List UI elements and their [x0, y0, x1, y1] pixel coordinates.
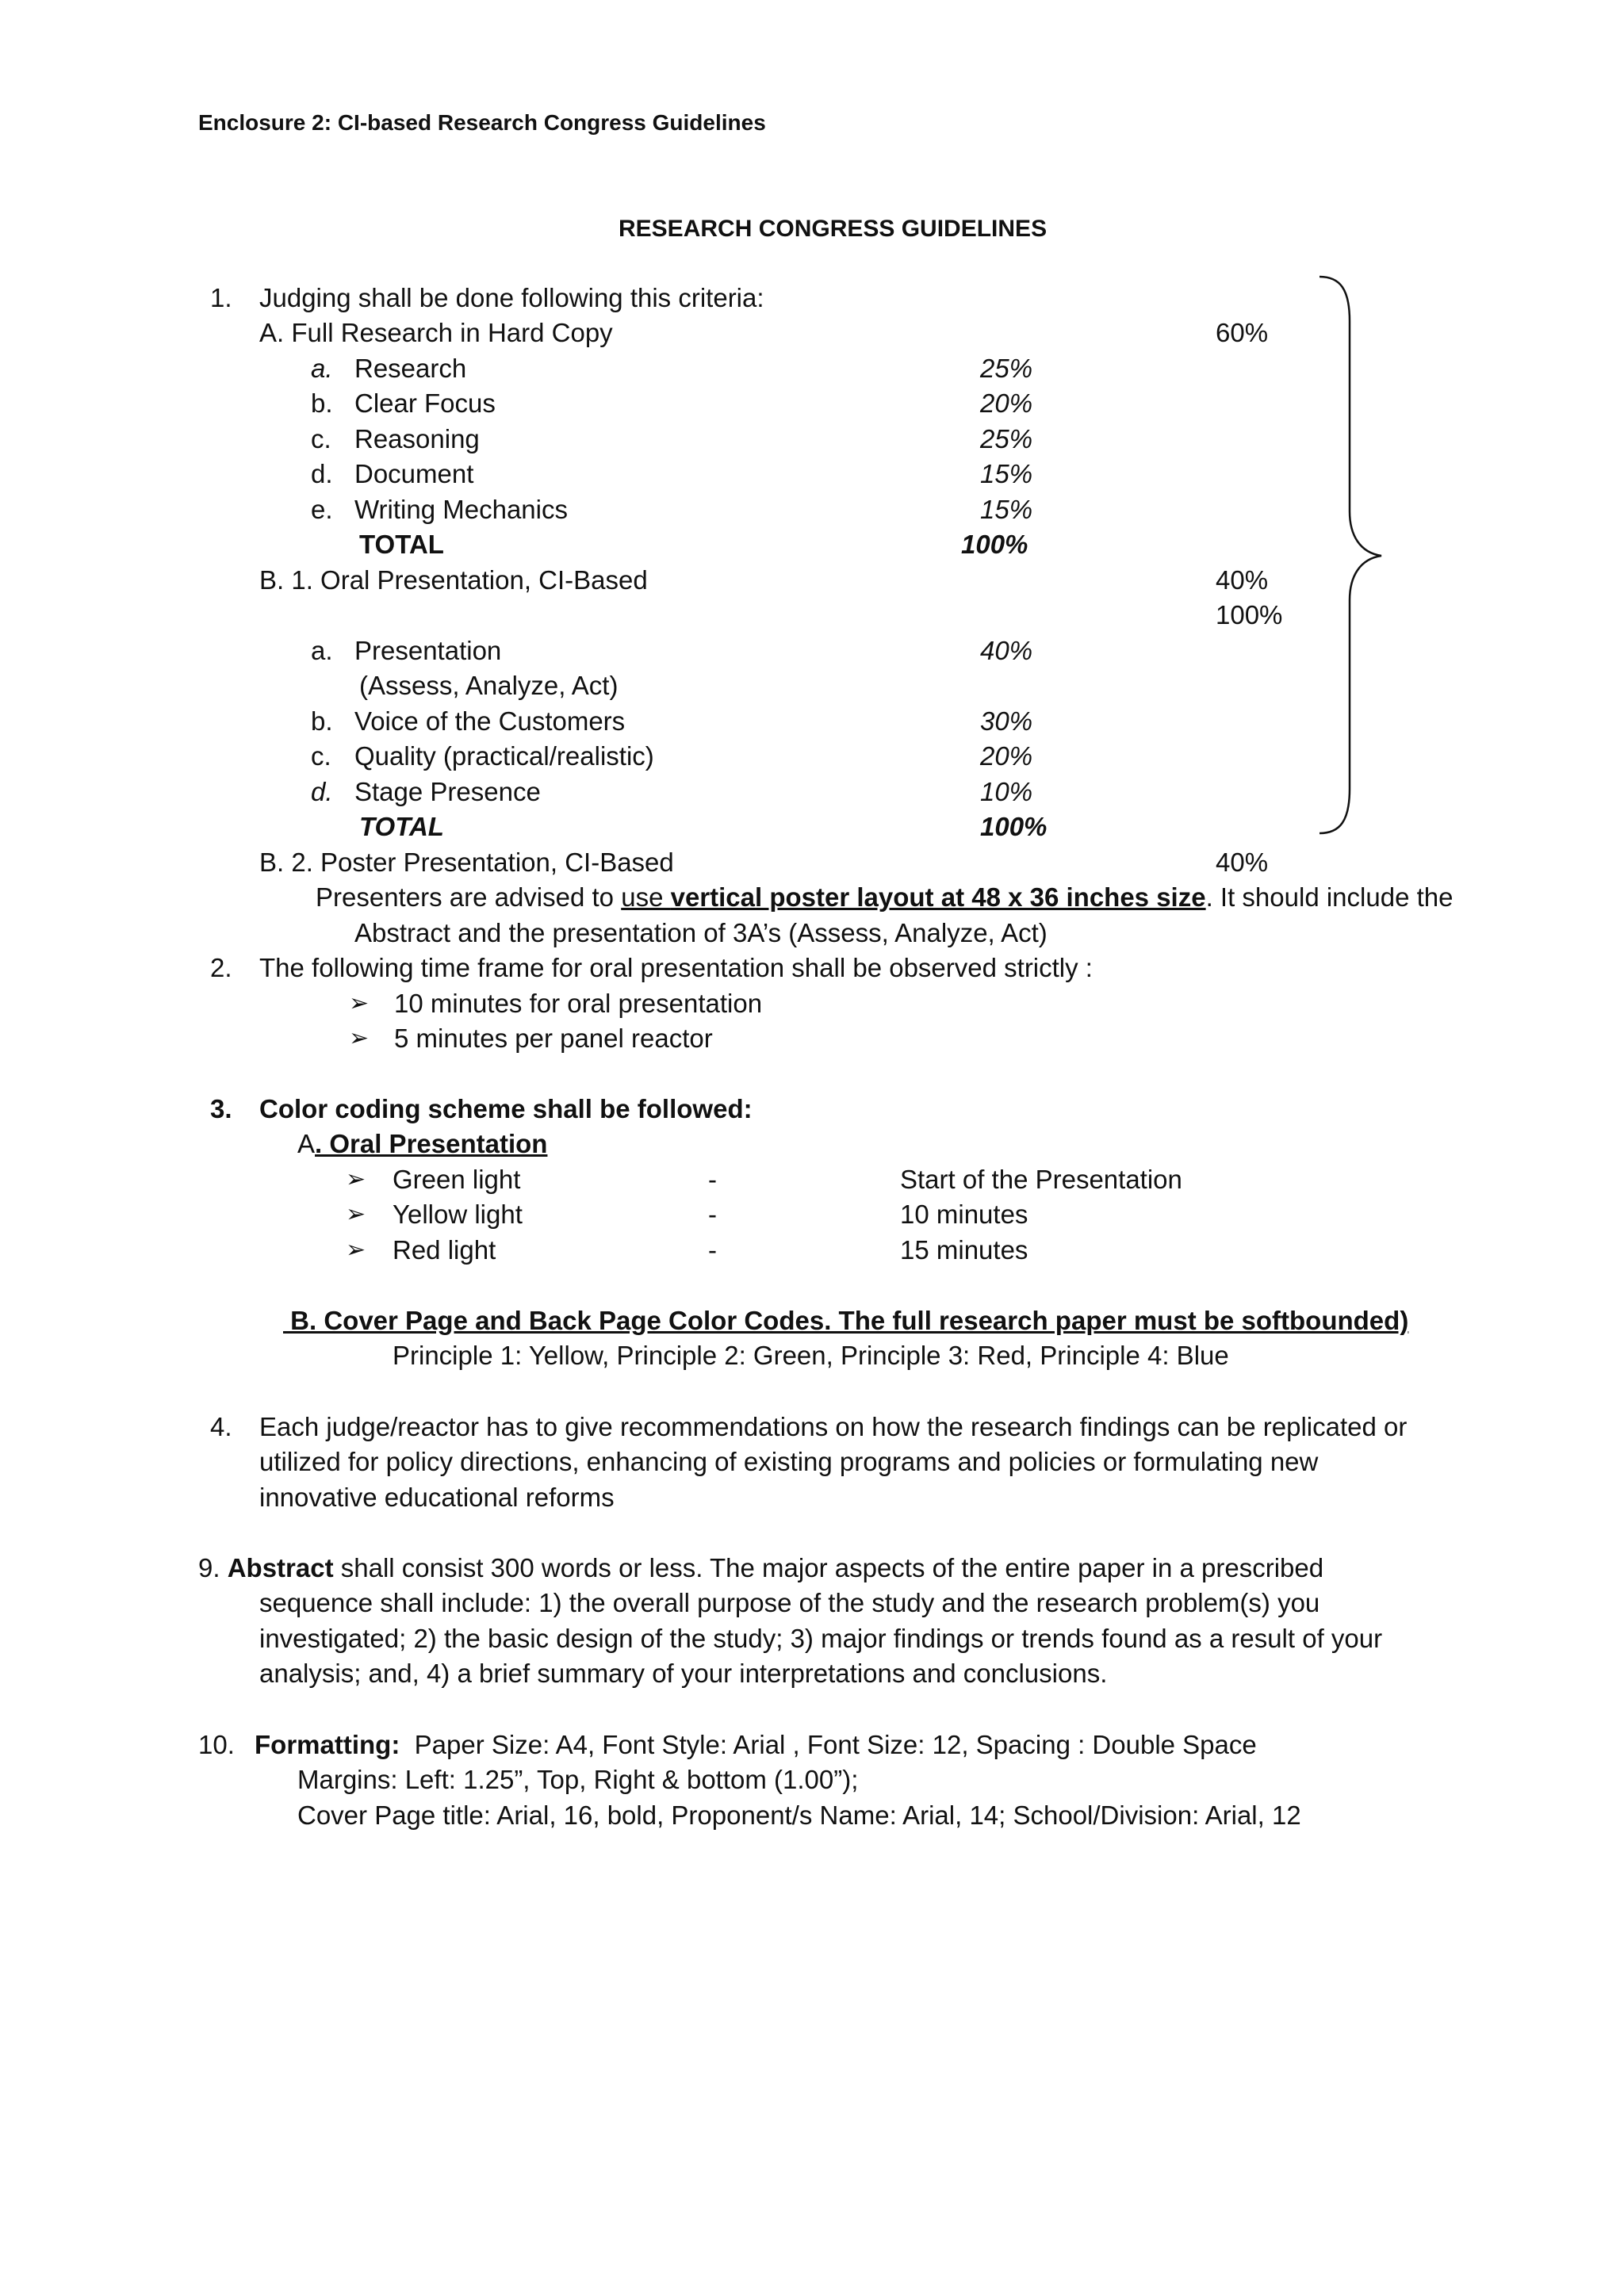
abstract-line: sequence shall include: 1) the overall purpose of the study and the research problem(s) you — [259, 1588, 1320, 1617]
recommend-line: utilized for policy directions, enhancing of existing programs and policies or formulating new — [259, 1447, 1319, 1476]
a-item-label: Writing Mechanics — [354, 495, 568, 524]
page-title: RESEARCH CONGRESS GUIDELINES — [619, 216, 1048, 242]
light-time: Start of the Presentation — [900, 1165, 1182, 1194]
formatting-first-line: Formatting: Paper Size: A4, Font Style: Arial , Font Size: 12, Spacing : Double Space — [255, 1730, 1257, 1759]
b1-item-label: Quality (practical/realistic) — [354, 741, 654, 771]
a-item-label: Research — [354, 354, 467, 383]
item-number-2: 2. — [210, 953, 232, 982]
a-item-letter: e. — [311, 495, 333, 524]
criteria-b2-label: B. 2. Poster Presentation, CI-Based — [259, 848, 674, 877]
arrowhead-bullet-icon: ➢ — [346, 1201, 366, 1227]
a-item-letter: a. — [311, 354, 333, 383]
b1-item-letter: d. — [311, 777, 333, 806]
light-dash: - — [708, 1165, 717, 1194]
criteria-b1-label: B. 1. Oral Presentation, CI-Based — [259, 565, 648, 595]
recommend-line: innovative educational reforms — [259, 1483, 615, 1512]
judging-intro: Judging shall be done following this criteria: — [259, 283, 764, 312]
a-item-label: Reasoning — [354, 424, 480, 453]
cover-page-subheading: B. Cover Page and Back Page Color Codes. The full research paper must be softbounded) — [283, 1306, 1409, 1335]
light-label: Yellow light — [393, 1200, 523, 1229]
formatting-line: Cover Page title: Arial, 16, bold, Proponent/s Name: Arial, 14; School/Division: Arial, 12 — [297, 1800, 1301, 1830]
b1-item-sub: (Assess, Analyze, Act) — [359, 671, 619, 700]
color-coding-heading: Color coding scheme shall be followed: — [259, 1094, 753, 1123]
timeframe-text: The following time frame for oral presentation shall be observed strictly : — [259, 953, 1093, 982]
abstract-first-line: 9. Abstract shall consist 300 words or less. The major aspects of the entire paper in a prescribed — [198, 1553, 1324, 1582]
a-total-label: TOTAL — [359, 530, 444, 559]
arrowhead-bullet-icon: ➢ — [349, 990, 370, 1016]
a-item-pct: 25% — [980, 354, 1033, 383]
b1-item-pct: 10% — [980, 777, 1033, 806]
a-item-label: Clear Focus — [354, 388, 496, 418]
arrowhead-bullet-icon: ➢ — [346, 1237, 366, 1263]
criteria-a-label: A. Full Research in Hard Copy — [259, 318, 613, 347]
item-number-3: 3. — [210, 1094, 232, 1123]
a-item-pct: 15% — [980, 459, 1033, 488]
a-item-letter: d. — [311, 459, 333, 488]
arrowhead-bullet-icon: ➢ — [346, 1166, 366, 1192]
light-time: 15 minutes — [900, 1235, 1028, 1265]
b1-item-pct: 30% — [980, 706, 1033, 736]
a-item-letter: b. — [311, 388, 333, 418]
light-label: Red light — [393, 1235, 496, 1265]
light-label: Green light — [393, 1165, 521, 1194]
b1-item-pct: 20% — [980, 741, 1033, 771]
combined-total: 100% — [1216, 600, 1283, 629]
a-item-label: Document — [354, 459, 474, 488]
b1-item-letter: b. — [311, 706, 333, 736]
item-number-10: 10. — [198, 1730, 235, 1759]
poster-advice: Presenters are advised to use vertical poster layout at 48 x 36 inches size. It should include the — [316, 882, 1454, 912]
b1-item-letter: a. — [311, 636, 333, 665]
light-dash: - — [708, 1235, 717, 1265]
b1-total-label: TOTAL — [359, 812, 444, 841]
criteria-a-weight: 60% — [1216, 318, 1269, 347]
a-item-pct: 25% — [980, 424, 1033, 453]
b1-item-label: Stage Presence — [354, 777, 541, 806]
abstract-line: analysis; and, 4) a brief summary of your interpretations and conclusions. — [259, 1659, 1108, 1688]
poster-advice-line2: Abstract and the presentation of 3A’s (Assess, Analyze, Act) — [354, 918, 1048, 947]
criteria-b1-weight: 40% — [1216, 565, 1269, 595]
b1-item-letter: c. — [311, 741, 331, 771]
timeframe-item: 10 minutes for oral presentation — [394, 989, 763, 1018]
a-item-pct: 20% — [980, 388, 1033, 418]
a-item-pct: 15% — [980, 495, 1033, 524]
item-number-4: 4. — [210, 1412, 232, 1441]
timeframe-item: 5 minutes per panel reactor — [394, 1024, 713, 1053]
b1-item-label: Voice of the Customers — [354, 706, 626, 736]
b1-item-pct: 40% — [980, 636, 1033, 665]
a-total-value: 100% — [961, 530, 1028, 559]
enclosure-header: Enclosure 2: CI-based Research Congress Guidelines — [198, 110, 766, 135]
recommend-line: Each judge/reactor has to give recommendations on how the research findings can be replicated or — [259, 1412, 1408, 1441]
a-item-letter: c. — [311, 424, 331, 453]
abstract-line: investigated; 2) the basic design of the study; 3) major findings or trends found as a result of your — [259, 1624, 1383, 1653]
right-curly-brace-icon — [1316, 274, 1388, 836]
criteria-b2-weight: 40% — [1216, 848, 1269, 877]
oral-presentation-subheading: A. Oral Presentation — [297, 1129, 548, 1158]
b1-item-label: Presentation — [354, 636, 502, 665]
light-dash: - — [708, 1200, 717, 1229]
arrowhead-bullet-icon: ➢ — [349, 1025, 370, 1051]
item-number-1: 1. — [210, 283, 232, 312]
principle-colors: Principle 1: Yellow, Principle 2: Green, Principle 3: Red, Principle 4: Blue — [393, 1341, 1229, 1370]
formatting-line: Margins: Left: 1.25”, Top, Right & bottom (1.00”); — [297, 1765, 859, 1794]
light-time: 10 minutes — [900, 1200, 1028, 1229]
b1-total-value: 100% — [980, 812, 1048, 841]
